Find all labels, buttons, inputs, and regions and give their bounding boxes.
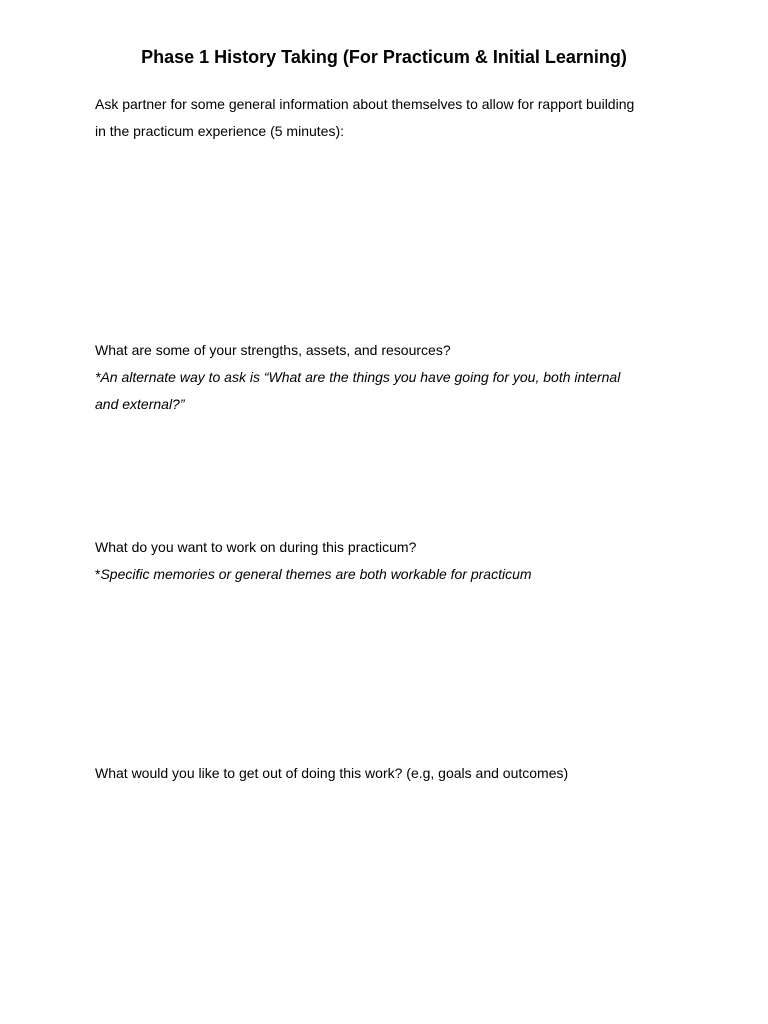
strengths-hint-line-2: and external?”	[95, 396, 185, 412]
intro-instructions	[95, 91, 695, 145]
goals-question-text: What would you like to get out of doing this work? (e.g, goals and outcomes)	[95, 765, 569, 781]
work-hint-asterisk: *	[95, 566, 101, 582]
question-goals	[95, 760, 695, 787]
strengths-hint-line-1: *An alternate way to ask is “What are the things you have going for you, both internal	[95, 369, 621, 385]
question-strengths	[95, 337, 695, 418]
question-work-focus	[95, 534, 695, 588]
work-hint-text: Specific memories or general themes are both workable for practicum	[100, 566, 532, 582]
strengths-question-text: What are some of your strengths, assets, and resources?	[95, 342, 451, 358]
intro-line-1: Ask partner for some general information about themselves to allow for rapport building	[95, 96, 635, 112]
intro-line-2: in the practicum experience (5 minutes):	[95, 123, 344, 139]
work-hint	[95, 561, 695, 588]
page-title: Phase 1 History Taking (For Practicum & Initial Learning)	[141, 47, 627, 67]
work-question-text: What do you want to work on during this practicum?	[95, 539, 417, 555]
